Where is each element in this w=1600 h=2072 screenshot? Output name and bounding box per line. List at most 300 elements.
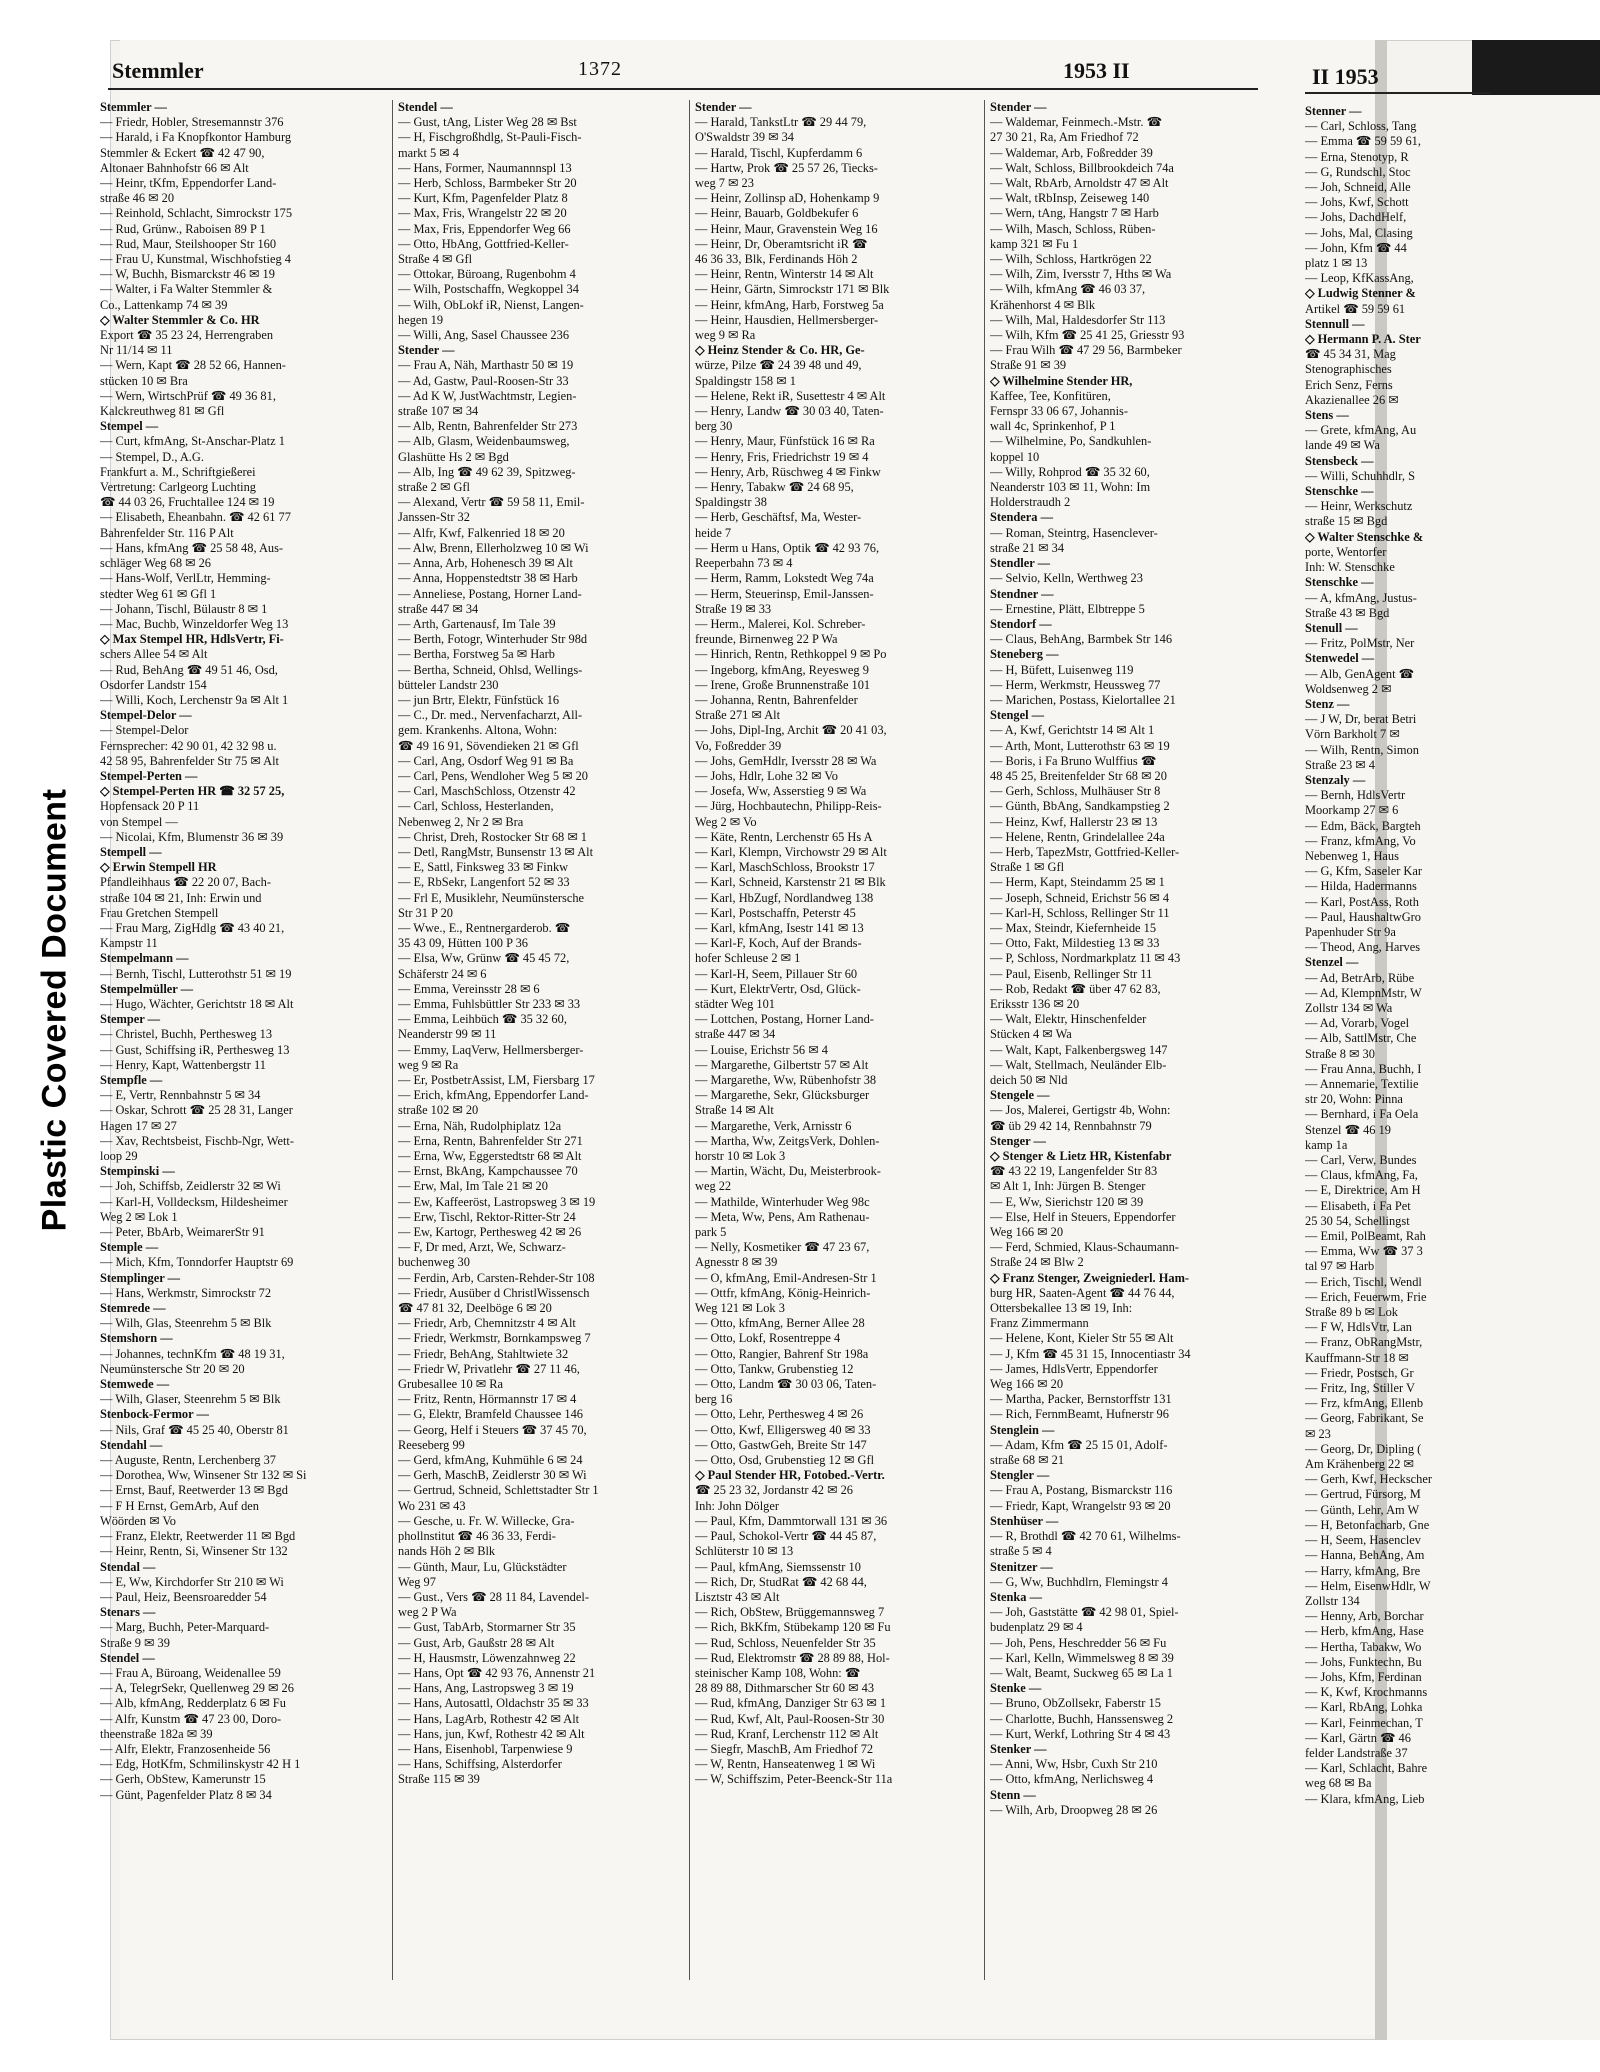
directory-entry-line: — Bertha, Forstweg 5a ✉ Harb	[398, 647, 555, 662]
directory-entry-line: hofer Schleuse 2 ✉ 1	[695, 951, 801, 966]
directory-entry-line: — Joh, Gaststätte ☎ 42 98 01, Spiel-	[990, 1605, 1179, 1620]
directory-entry-line: — Fritz, Ing, Stiller V	[1305, 1381, 1415, 1396]
directory-entry-line: — Herb, TapezMstr, Gottfried-Keller-	[990, 844, 1180, 859]
directory-entry-line: Stender —	[398, 343, 455, 358]
directory-entry-line: — Hugo, Wächter, Gerichtstr 18 ✉ Alt	[100, 996, 294, 1011]
directory-entry-line: — Stempel-Delor	[100, 723, 189, 738]
directory-entry-line: ◇ Walter Stemmler & Co. HR	[100, 312, 260, 327]
directory-entry-line: Kampstr 11	[100, 936, 158, 951]
directory-entry-line: Straße 115 ✉ 39	[398, 1772, 480, 1787]
directory-entry-line: — Martin, Wächt, Du, Meisterbrook-	[695, 1164, 881, 1179]
directory-entry-line: — Heinz, Kwf, Hallerstr 23 ✉ 13	[990, 814, 1158, 829]
header-rule	[108, 88, 1258, 90]
directory-entry-line: Straße 271 ✉ Alt	[695, 708, 781, 723]
directory-entry-line: — Grete, kfmAng, Au	[1305, 423, 1417, 438]
directory-entry-line: Fernsprecher: 42 90 01, 42 32 98 u.	[100, 738, 277, 753]
directory-entry-line: — Karl, MaschSchloss, Brookstr 17	[695, 860, 875, 875]
directory-entry-line: — Otto, Tankw, Grubenstieg 12	[695, 1361, 854, 1376]
directory-entry-line: Akazienallee 26 ✉	[1305, 392, 1399, 407]
directory-entry-line: — Hans, Opt ☎ 42 93 76, Annenstr 21	[398, 1665, 596, 1680]
directory-entry-line: — Carl, Pens, Wendloher Weg 5 ✉ 20	[398, 768, 588, 783]
directory-entry-line: — Herb, Schloss, Barmbeker Str 20	[398, 176, 577, 191]
directory-entry-line: Stensbeck —	[1305, 453, 1374, 468]
directory-entry-line: — Georg, Fabrikant, Se	[1305, 1411, 1424, 1426]
directory-entry-line: — F H Ernst, GemArb, Auf den	[100, 1498, 259, 1513]
directory-entry-line: — Bernh, Tischl, Lutterothstr 51 ✉ 19	[100, 966, 292, 981]
directory-entry-line: — Herm, Werkmstr, Heussweg 77	[990, 677, 1161, 692]
directory-entry-line: Stemplinger —	[100, 1270, 180, 1285]
directory-entry-line: — Erich, Feuerwm, Frie	[1305, 1289, 1427, 1304]
directory-entry-line: Stenull —	[1305, 620, 1358, 635]
directory-entry-line: Stendner —	[990, 586, 1054, 601]
directory-entry-line: — Herm, Steuerinsp, Emil-Janssen-	[695, 586, 874, 601]
directory-entry-line: — Rud, kfmAng, Danziger Str 63 ✉ 1	[695, 1696, 887, 1711]
directory-entry-line: — Herm, Kapt, Steindamm 25 ✉ 1	[990, 875, 1165, 890]
directory-entry-line: — James, HdlsVertr, Eppendorfer	[990, 1361, 1158, 1376]
directory-entry-line: — Reinhold, Schlacht, Simrockstr 175	[100, 206, 293, 221]
directory-entry-line: — Friedr, Postsch, Gr	[1305, 1365, 1414, 1380]
directory-entry-line: Stenner —	[1305, 104, 1362, 118]
directory-entry-line: — G, Rundschl, Stoc	[1305, 164, 1411, 179]
directory-entry-line: — Erw, Mal, Im Tale 21 ✉ 20	[398, 1179, 548, 1194]
directory-entry-line: Stempell —	[100, 844, 162, 859]
directory-entry-line: Reeseberg 99	[398, 1437, 465, 1452]
column-divider	[689, 100, 690, 1980]
directory-entry-line: ☎ 49 16 91, Sövendieken 21 ✉ Gfl	[398, 738, 579, 753]
directory-entry-line: ☎ 25 23 32, Jordanstr 42 ✉ 26	[695, 1483, 853, 1498]
directory-entry-line: bütteler Landstr 230	[398, 677, 499, 692]
directory-entry-line: — Erw, Tischl, Rektor-Ritter-Str 24	[398, 1209, 576, 1224]
page-number: 1372	[578, 58, 622, 80]
directory-entry-line: — Karl, Schlacht, Bahre	[1305, 1761, 1428, 1776]
directory-entry-line: — Meta, Ww, Pens, Am Rathenau-	[695, 1209, 870, 1224]
directory-entry-line: straße 5 ✉ 4	[990, 1544, 1052, 1559]
directory-entry-line: — Henry, Tabakw ☎ 24 68 95,	[695, 480, 854, 495]
directory-entry-line: — Rud, Elektromstr ☎ 28 89 88, Hol-	[695, 1650, 890, 1665]
directory-entry-line: Reeperbahn 73 ✉ 4	[695, 556, 793, 571]
directory-entry-line: — Gust, Schiffsing iR, Perthesweg 13	[100, 1042, 290, 1057]
directory-entry-line: — Ew, Kartogr, Perthesweg 42 ✉ 26	[398, 1225, 582, 1240]
directory-entry-line: — Emma, Ww ☎ 37 3	[1305, 1244, 1423, 1259]
directory-entry-line: — Günth, Lehr, Am W	[1305, 1502, 1420, 1517]
directory-entry-line: Stengele —	[990, 1088, 1050, 1103]
directory-entry-line: Stemmler —	[100, 100, 167, 114]
directory-entry-line: — Joh, Schneid, Alle	[1305, 180, 1411, 195]
directory-entry-line: — Martha, Ww, ZeitgsVerk, Dohlen-	[695, 1133, 880, 1148]
directory-entry-line: Wöörden ✉ Vo	[100, 1513, 177, 1528]
directory-entry-line: Neanderstr 99 ✉ 11	[398, 1027, 497, 1042]
directory-entry-line: — Ferdin, Arb, Carsten-Rehder-Str 108	[398, 1270, 595, 1285]
page-clip-shadow	[1472, 40, 1600, 95]
directory-entry-line: — Detl, RangMstr, Bunsenstr 13 ✉ Alt	[398, 844, 594, 859]
directory-entry-line: — H, Betonfacharb, Gne	[1305, 1517, 1430, 1532]
directory-entry-line: — Rich, FernmBeamt, Hufnerstr 96	[990, 1407, 1169, 1422]
directory-entry-line: ◇ Franz Stenger, Zweigniederl. Ham-	[990, 1270, 1190, 1285]
directory-entry-line: str 20, Wohn: Pinna	[1305, 1092, 1403, 1107]
directory-entry-line: — Helm, EisenwHdlr, W	[1305, 1578, 1431, 1593]
directory-entry-line: Stendahl —	[100, 1437, 163, 1452]
directory-entry-line: Stemper —	[100, 1012, 160, 1027]
directory-entry-line: — K, Kwf, Krochmanns	[1305, 1685, 1428, 1700]
directory-entry-line: 42 58 95, Bahrenfelder Str 75 ✉ Alt	[100, 753, 280, 768]
directory-entry-line: Am Krähenberg 22 ✉	[1305, 1457, 1414, 1472]
directory-entry-line: Stenka —	[990, 1589, 1042, 1604]
directory-entry-line: — Frau Anna, Buchh, I	[1305, 1061, 1422, 1076]
directory-entry-line: — Carl, MaschSchloss, Otzenstr 42	[398, 784, 576, 799]
directory-entry-line: — Annemarie, Textilie	[1305, 1077, 1419, 1091]
directory-entry-line: — Ingeborg, kfmAng, Reyesweg 9	[695, 662, 869, 677]
directory-entry-line: Hagen 17 ✉ 27	[100, 1118, 177, 1133]
directory-entry-line: ◇ Stempel-Perten HR ☎ 32 57 25,	[100, 784, 285, 799]
directory-entry-line: Frankfurt a. M., Schriftgießerei	[100, 464, 256, 479]
directory-entry-line: — Karl, Gärtn ☎ 46	[1305, 1730, 1411, 1745]
directory-entry-line: — Paul, Eisenb, Rellinger Str 11	[990, 966, 1153, 981]
directory-entry-line: — Martha, Packer, Bernstorffstr 131	[990, 1392, 1172, 1407]
directory-entry-line: Str 31 P 20	[398, 905, 453, 920]
directory-entry-line: gem. Krankenhs. Altona, Wohn:	[398, 723, 558, 738]
directory-entry-line: — Gerh, ObStew, Kamerunstr 15	[100, 1772, 266, 1787]
directory-entry-line: Zollstr 134	[1305, 1593, 1360, 1608]
directory-entry-line: — Leop, KfKassAng,	[1305, 271, 1414, 286]
directory-entry-line: — Käte, Rentn, Lerchenstr 65 Hs A	[695, 829, 873, 844]
directory-entry-line: — Johs, Funktechn, Bu	[1305, 1654, 1422, 1669]
directory-entry-line: — Max, Steindr, Kiefernheide 15	[990, 920, 1157, 935]
directory-entry-line: straße 107 ✉ 34	[398, 404, 479, 419]
directory-entry-line: ✉ Alt 1, Inh: Jürgen B. Stenger	[990, 1179, 1146, 1194]
directory-entry-line: — Ottfr, kfmAng, König-Heinrich-	[695, 1285, 871, 1300]
directory-entry-line: Stempelmann —	[100, 951, 189, 966]
directory-entry-line: — Georg, Dr, Dipling (	[1305, 1441, 1422, 1456]
directory-entry-line: — Gerh, MaschB, Zeidlerstr 30 ✉ Wi	[398, 1468, 587, 1483]
directory-entry-line: — Frau A, Postang, Bismarckstr 116	[990, 1483, 1173, 1498]
directory-entry-line: — Max, Fris, Wrangelstr 22 ✉ 20	[398, 206, 567, 221]
directory-entry-line: — Nils, Graf ☎ 45 25 40, Oberstr 81	[100, 1422, 289, 1437]
directory-entry-line: — Ad, BetrArb, Rübe	[1305, 970, 1415, 985]
directory-entry-line: — Walt, tRbInsp, Zeiseweg 140	[990, 191, 1150, 206]
directory-entry-line: — Hans-Wolf, VerlLtr, Hemming-	[100, 571, 271, 586]
directory-entry-line: — Alw, Brenn, Ellerholzweg 10 ✉ Wi	[398, 540, 589, 555]
directory-entry-line: ◇ Walter Stenschke &	[1305, 529, 1424, 544]
directory-entry-line: — Rud, Grünw., Raboisen 89 P 1	[100, 221, 266, 236]
directory-entry-line: Stemshorn —	[100, 1331, 173, 1346]
directory-entry-line: — E, RbSekr, Langenfort 52 ✉ 33	[398, 875, 570, 890]
directory-entry-line: — Gerh, Schloss, Mulhäuser Str 8	[990, 784, 1161, 799]
directory-entry-line: — Friedr, Arb, Chemnitzstr 4 ✉ Alt	[398, 1316, 576, 1331]
directory-entry-line: 28 89 88, Dithmarscher Str 60 ✉ 43	[695, 1681, 875, 1696]
directory-entry-line: weg 9 ✉ Ra	[398, 1057, 459, 1072]
directory-entry-line: — Wilh, Zim, Iversstr 7, Hths ✉ Wa	[990, 267, 1172, 282]
directory-entry-line: — Heinr, Rentn, Si, Winsener Str 132	[100, 1544, 288, 1559]
directory-entry-line: Stücken 4 ✉ Wa	[990, 1027, 1072, 1042]
directory-entry-line: Wo 231 ✉ 43	[398, 1498, 466, 1513]
directory-entry-line: — Waldemar, Feinmech.-Mstr. ☎	[990, 115, 1163, 130]
directory-entry-line: — Otto, kfmAng, Nerlichsweg 4	[990, 1772, 1154, 1787]
directory-entry-line: — Arth, Mont, Lutterothstr 63 ✉ 19	[990, 738, 1170, 753]
directory-entry-line: — O, kfmAng, Emil-Andresen-Str 1	[695, 1270, 877, 1285]
directory-entry-line: — A, kfmAng, Justus-	[1305, 590, 1417, 605]
directory-entry-line: — Hans, Autosattl, Oldachstr 35 ✉ 33	[398, 1696, 589, 1711]
directory-entry-line: — Emma, Vereinsstr 28 ✉ 6	[398, 981, 540, 996]
directory-entry-line: — Gust., Vers ☎ 28 11 84, Lavendel-	[398, 1589, 589, 1604]
directory-entry-line: — W, Schiffszim, Peter-Beenck-Str 11a	[695, 1772, 893, 1787]
directory-entry-line: Stempel-Delor —	[100, 708, 192, 723]
directory-entry-line: ☎ 47 81 32, Deelböge 6 ✉ 20	[398, 1301, 552, 1316]
directory-entry-line: Nebenweg 2, Nr 2 ✉ Bra	[398, 814, 524, 829]
directory-entry-line: — Margarethe, Ww, Rübenhofstr 38	[695, 1073, 877, 1087]
directory-entry-line: — Wern, Kapt ☎ 28 52 66, Hannen-	[100, 358, 286, 373]
directory-entry-line: Stenker —	[990, 1741, 1047, 1756]
column-divider	[392, 100, 393, 1980]
directory-entry-line: Osdorfer Landstr 154	[100, 677, 207, 692]
directory-entry-line: — Karl, kfmAng, Isestr 141 ✉ 13	[695, 920, 864, 935]
directory-entry-line: — Wilh, Glas, Steenrehm 5 ✉ Blk	[100, 1316, 272, 1331]
directory-entry-line: Stempinski —	[100, 1164, 175, 1179]
directory-entry-line: — Fritz, Rentn, Hörmannstr 17 ✉ 4	[398, 1392, 577, 1407]
directory-entry-line: — Willi, Ang, Sasel Chaussee 236	[398, 328, 570, 343]
directory-entry-line: Stenke —	[990, 1681, 1042, 1696]
directory-entry-line: — Otto, GastwGeh, Breite Str 147	[695, 1437, 867, 1452]
directory-entry-line: — Kurt, Werkf, Lothring Str 4 ✉ 43	[990, 1726, 1171, 1741]
directory-entry-line: — H, Seem, Hasenclev	[1305, 1533, 1421, 1548]
directory-entry-line: — Edg, HotKfm, Schmilinskystr 42 H 1	[100, 1757, 301, 1772]
directory-entry-line: ✉ 23	[1305, 1426, 1331, 1441]
directory-entry-line: — Otto, Rangier, Bahrenf Str 198a	[695, 1346, 869, 1361]
directory-entry-line: — Wern, tAng, Hangstr 7 ✉ Harb	[990, 206, 1159, 221]
directory-entry-line: — Willi, Koch, Lerchenstr 9a ✉ Alt 1	[100, 692, 289, 707]
directory-entry-line: — G, Elektr, Bramfeld Chaussee 146	[398, 1407, 583, 1422]
directory-entry-line: — Harald, Tischl, Kupferdamm 6	[695, 145, 863, 160]
directory-entry-line: — P, Schloss, Nordmarkplatz 11 ✉ 43	[990, 951, 1181, 966]
directory-entry-line: weg 9 ✉ Ra	[695, 328, 756, 343]
directory-entry-line: — Wilh, Kfm ☎ 25 41 25, Griesstr 93	[990, 328, 1185, 343]
directory-entry-line: — Johs, DachdHelf,	[1305, 210, 1407, 225]
directory-entry-line: — Johannes, technKfm ☎ 48 19 31,	[100, 1346, 285, 1361]
directory-entry-line: Stemrede —	[100, 1301, 166, 1316]
directory-entry-line: — Otto, Osd, Grubenstieg 12 ✉ Gfl	[695, 1453, 875, 1468]
directory-entry-line: — Rud, Kranf, Lerchenstr 112 ✉ Alt	[695, 1726, 879, 1741]
directory-entry-line: — Wwe., E., Rentnergarderob. ☎	[398, 920, 571, 935]
directory-entry-line: — Hilda, Hadermanns	[1305, 879, 1417, 894]
directory-entry-line: weg 2 P Wa	[398, 1605, 457, 1620]
directory-entry-line: Altonaer Bahnhofstr 66 ✉ Alt	[100, 160, 249, 175]
directory-entry-line: ☎ 44 03 26, Fruchtallee 124 ✉ 19	[100, 495, 275, 510]
directory-entry-line: Schäferstr 24 ✉ 6	[398, 966, 487, 981]
directory-entry-line: — Jürg, Hochbautechn, Philipp-Reis-	[695, 799, 882, 814]
directory-entry-line: Stempfle —	[100, 1073, 163, 1087]
directory-entry-line: — Emmy, LaqVerw, Hellmersberger-	[398, 1042, 584, 1057]
directory-entry-line: — Karl-H, Schloss, Rellinger Str 11	[990, 905, 1170, 920]
directory-entry-line: Steneberg —	[990, 647, 1059, 662]
directory-entry-line: — Louise, Erichstr 56 ✉ 4	[695, 1042, 828, 1057]
directory-entry-line: Stenographisches	[1305, 362, 1392, 377]
directory-entry-line: — Frau U, Kunstmal, Wischhofstieg 4	[100, 252, 291, 267]
directory-entry-line: — Alb, Glasm, Weidenbaumsweg,	[398, 434, 570, 449]
directory-entry-line: Neanderstr 103 ✉ 11, Wohn: Im	[990, 480, 1151, 495]
directory-entry-line: Artikel ☎ 59 59 61	[1305, 301, 1406, 316]
directory-entry-line: — Claus, BehAng, Barmbek Str 146	[990, 632, 1173, 647]
directory-entry-line: — Johanna, Rentn, Bahrenfelder	[695, 692, 858, 707]
directory-entry-line: kamp 321 ✉ Fu 1	[990, 236, 1079, 251]
directory-entry-line: budenplatz 29 ✉ 4	[990, 1620, 1083, 1635]
directory-entry-line: — Curt, kfmAng, St-Anschar-Platz 1	[100, 434, 285, 449]
directory-entry-line: — Gesche, u. Fr. W. Willecke, Gra-	[398, 1513, 575, 1528]
directory-entry-line: — Hans, Eisenhobl, Tarpenwiese 9	[398, 1741, 573, 1756]
directory-entry-line: — Berth, Fotogr, Winterhuder Str 98d	[398, 632, 588, 647]
directory-entry-line: — H, Büfett, Luisenweg 119	[990, 662, 1134, 677]
directory-entry-line: — Harald, TankstLtr ☎ 29 44 79,	[695, 115, 867, 130]
directory-entry-line: — Ad, KlempnMstr, W	[1305, 985, 1422, 1000]
directory-entry-line: — Friedr, Werkmstr, Bornkampsweg 7	[398, 1331, 591, 1346]
directory-entry-line: — Herm, Ramm, Lokstedt Weg 74a	[695, 571, 874, 586]
directory-entry-line: Stenhüser —	[990, 1513, 1059, 1528]
directory-entry-line: — Anni, Ww, Hsbr, Cuxh Str 210	[990, 1757, 1158, 1772]
directory-entry-line: wall 4c, Sprinkenhof, P 1	[990, 419, 1116, 434]
directory-entry-line: — Walt, Schloss, Billbrookdeich 74a	[990, 160, 1174, 175]
directory-entry-line: park 5	[695, 1225, 727, 1240]
directory-entry-line: — R, Brothdl ☎ 42 70 61, Wilhelms-	[990, 1529, 1181, 1544]
directory-entry-line: — Theod, Ang, Harves	[1305, 940, 1421, 955]
directory-entry-line: — Gerh, Kwf, Heckscher	[1305, 1472, 1432, 1487]
directory-entry-line: ◇ Max Stempel HR, HdlsVertr, Fi-	[100, 632, 284, 647]
directory-entry-line: ◇ Stenger & Lietz HR, Kistenfabr	[990, 1149, 1172, 1164]
directory-entry-line: — Bernh, HdlsVertr	[1305, 788, 1406, 803]
directory-entry-line: straße 2 ✉ Gfl	[398, 480, 470, 495]
directory-entry-line: — Harry, kfmAng, Bre	[1305, 1563, 1421, 1578]
directory-entry-line: straße 102 ✉ 20	[398, 1103, 479, 1118]
directory-entry-line: — Kurt, ElektrVertr, Osd, Glück-	[695, 981, 861, 996]
directory-entry-line: — Henry, Kapt, Wattenbergstr 11	[100, 1057, 266, 1072]
directory-entry-line: — Margarethe, Sekr, Glücksburger	[695, 1088, 870, 1103]
directory-entry-line: Export ☎ 35 23 24, Herrengraben	[100, 328, 274, 343]
directory-entry-line: straße 104 ✉ 21, Inh: Erwin und	[100, 890, 262, 905]
directory-entry-line: — Carl, Schloss, Tang	[1305, 119, 1417, 134]
directory-entry-line: Straße 1 ✉ Gfl	[990, 860, 1065, 875]
directory-entry-line: Spaldingstr 158 ✉ 1	[695, 373, 796, 388]
directory-entry-line: Stengler —	[990, 1468, 1050, 1483]
directory-entry-line: straße 447 ✉ 34	[695, 1027, 776, 1042]
directory-entry-line: — Ernestine, Plätt, Elbtreppe 5	[990, 601, 1145, 616]
directory-entry-line: — Erna, Stenotyp, R	[1305, 149, 1409, 164]
directory-entry-line: stedter Weg 61 ✉ Gfl 1	[100, 586, 217, 601]
directory-entry-line: Holderstraudh 2	[990, 495, 1071, 510]
directory-entry-line: — Mich, Kfm, Tonndorfer Hauptstr 69	[100, 1255, 294, 1270]
directory-entry-line: ◇ Erwin Stempell HR	[100, 860, 217, 875]
directory-entry-line: — Alb, SattlMstr, Che	[1305, 1031, 1417, 1046]
directory-entry-line: — Hans, jun, Kwf, Rothestr 42 ✉ Alt	[398, 1726, 585, 1741]
directory-entry-line: straße 46 ✉ 20	[100, 191, 175, 206]
directory-entry-line: — Karl, Feinmechan, T	[1305, 1715, 1423, 1730]
directory-entry-line: — Anna, Arb, Hohenesch 39 ✉ Alt	[398, 556, 573, 571]
directory-entry-line: — Hans, kfmAng ☎ 25 58 48, Aus-	[100, 540, 284, 555]
directory-entry-line: — Rich, ObStew, Brüggemannsweg 7	[695, 1605, 885, 1620]
directory-entry-line: — Alb, Rentn, Bahrenfelder Str 273	[398, 419, 578, 434]
directory-entry-line: ◇ Wilhelmine Stender HR,	[990, 373, 1133, 388]
directory-entry-line: Stenzel —	[1305, 955, 1359, 970]
directory-entry-line: — Waldemar, Arb, Foßredder 39	[990, 145, 1153, 160]
directory-entry-line: Stengel —	[990, 708, 1045, 723]
directory-entry-line: Straße 23 ✉ 4	[1305, 757, 1375, 772]
directory-entry-line: Inh: W. Stenschke	[1305, 560, 1395, 575]
directory-entry-line: — Helene, Rekt iR, Susettestr 4 ✉ Alt	[695, 388, 886, 403]
directory-entry-line: — Alb, kfmAng, Redderplatz 6 ✉ Fu	[100, 1696, 286, 1711]
directory-entry-line: Stender —	[695, 100, 752, 114]
directory-entry-line: ◇ Paul Stender HR, Fotobed.-Vertr.	[695, 1468, 885, 1483]
directory-entry-line: Glashütte Hs 2 ✉ Bgd	[398, 449, 509, 464]
directory-entry-line: städter Weg 101	[695, 996, 775, 1011]
directory-entry-line: — Franz, kfmAng, Vo	[1305, 833, 1416, 848]
directory-entry-line: — Joseph, Schneid, Erichstr 56 ✉ 4	[990, 890, 1170, 905]
directory-entry-line: — Henry, Fris, Friedrichstr 19 ✉ 4	[695, 449, 869, 464]
directory-entry-line: — Friedr W, Privatlehr ☎ 27 11 46,	[398, 1361, 580, 1376]
directory-entry-line: — Hartw, Prok ☎ 25 57 26, Tiecks-	[695, 160, 878, 175]
directory-entry-line: Spaldingstr 38	[695, 495, 767, 510]
directory-entry-line: würze, Pilze ☎ 24 39 48 und 49,	[695, 358, 862, 373]
directory-entry-line: Schlüterstr 10 ✉ 13	[695, 1544, 794, 1559]
directory-entry-line: Franz Zimmermann	[990, 1316, 1089, 1331]
directory-entry-line: — Karl, RbAng, Lohka	[1305, 1700, 1423, 1715]
directory-entry-line: — Hans, Schiffsing, Alsterdorfer	[398, 1757, 562, 1772]
directory-entry-line: — Hertha, Tabakw, Wo	[1305, 1639, 1422, 1654]
directory-entry-line: — F W, HdlsVtr, Lan	[1305, 1320, 1412, 1335]
directory-entry-line: — jun Brtr, Elektr, Fünfstück 16	[398, 692, 560, 707]
directory-entry-line: Stemple —	[100, 1240, 159, 1255]
directory-entry-line: Stenwedel —	[1305, 651, 1375, 666]
directory-entry-line: — Friedr, BehAng, Stahltwiete 32	[398, 1346, 569, 1361]
directory-entry-line: Stenger —	[990, 1133, 1046, 1148]
directory-entry-line: — Emma, Leihbüch ☎ 35 32 60,	[398, 1012, 567, 1027]
directory-entry-line: — Heinr, kfmAng, Harb, Forstweg 5a	[695, 297, 884, 312]
directory-entry-line: — Lottchen, Postang, Horner Land-	[695, 1012, 874, 1027]
directory-entry-line: Weg 2 ✉ Lok 1	[100, 1209, 178, 1224]
directory-entry-line: Lisztstr 43 ✉ Alt	[695, 1589, 780, 1604]
directory-entry-line: straße 447 ✉ 34	[398, 601, 479, 616]
directory-entry-line: — Otto, Fakt, Mildestieg 13 ✉ 33	[990, 936, 1160, 951]
directory-entry-line: — Heinr, Rentn, Winterstr 14 ✉ Alt	[695, 267, 874, 282]
directory-entry-line: horstr 10 ✉ Lok 3	[695, 1149, 786, 1164]
directory-entry-line: — Karl-H, Volldecksm, Hildesheimer	[100, 1194, 288, 1209]
directory-entry-line: — Heinr, Gärtn, Simrockstr 171 ✉ Blk	[695, 282, 890, 297]
directory-entry-line: — Harald, i Fa Knopfkontor Hamburg	[100, 130, 292, 145]
directory-entry-line: — Wilh, Rentn, Simon	[1305, 742, 1419, 757]
directory-entry-line: Stendler —	[990, 556, 1051, 571]
directory-entry-line: — Mathilde, Winterhuder Weg 98c	[695, 1194, 870, 1209]
directory-entry-line: — Frau Marg, ZigHdlg ☎ 43 40 21,	[100, 920, 285, 935]
directory-entry-line: — Gertrud, Schneid, Schlettstadter Str 1	[398, 1483, 599, 1498]
directory-entry-line: Stender —	[990, 100, 1047, 114]
directory-entry-line: — Anneliese, Postang, Horner Land-	[398, 586, 582, 601]
directory-entry-line: Hopfensack 20 P 11	[100, 799, 200, 814]
directory-entry-line: berg 16	[695, 1392, 733, 1407]
directory-entry-line: Janssen-Str 32	[398, 510, 470, 525]
directory-entry-line: Stendel —	[398, 100, 453, 114]
directory-entry-line: Stenn —	[990, 1787, 1036, 1802]
directory-entry-line: 48 45 25, Breitenfelder Str 68 ✉ 20	[990, 768, 1167, 783]
directory-entry-line: 25 30 54, Schellingst	[1305, 1213, 1410, 1228]
directory-entry-line: Frau Gretchen Stempell	[100, 905, 219, 920]
directory-entry-line: — Walt, Stellmach, Neuländer Elb-	[990, 1057, 1167, 1072]
directory-entry-line: Vörn Barkholt 7 ✉	[1305, 727, 1400, 742]
directory-entry-line: — Karl, Schneid, Karstenstr 21 ✉ Blk	[695, 875, 886, 890]
directory-entry-line: — Erna, Näh, Rudolphiplatz 12a	[398, 1118, 562, 1133]
directory-entry-line: weg 68 ✉ Ba	[1305, 1776, 1372, 1791]
directory-entry-line: — Ferd, Schmied, Klaus-Schaumann-	[990, 1240, 1179, 1255]
directory-entry-line: — Ew, Kaffeeröst, Lastropsweg 3 ✉ 19	[398, 1194, 596, 1209]
directory-entry-line: — Johs, Kwf, Schott	[1305, 195, 1409, 210]
directory-entry-line: Bahrenfelder Str. 116 P Alt	[100, 525, 234, 540]
directory-entry-line: — Johs, Dipl-Ing, Archit ☎ 20 41 03,	[695, 723, 887, 738]
directory-entry-line: — Emma, Fuhlsbüttler Str 233 ✉ 33	[398, 996, 581, 1011]
directory-entry-line: Stenitzer —	[990, 1559, 1053, 1574]
